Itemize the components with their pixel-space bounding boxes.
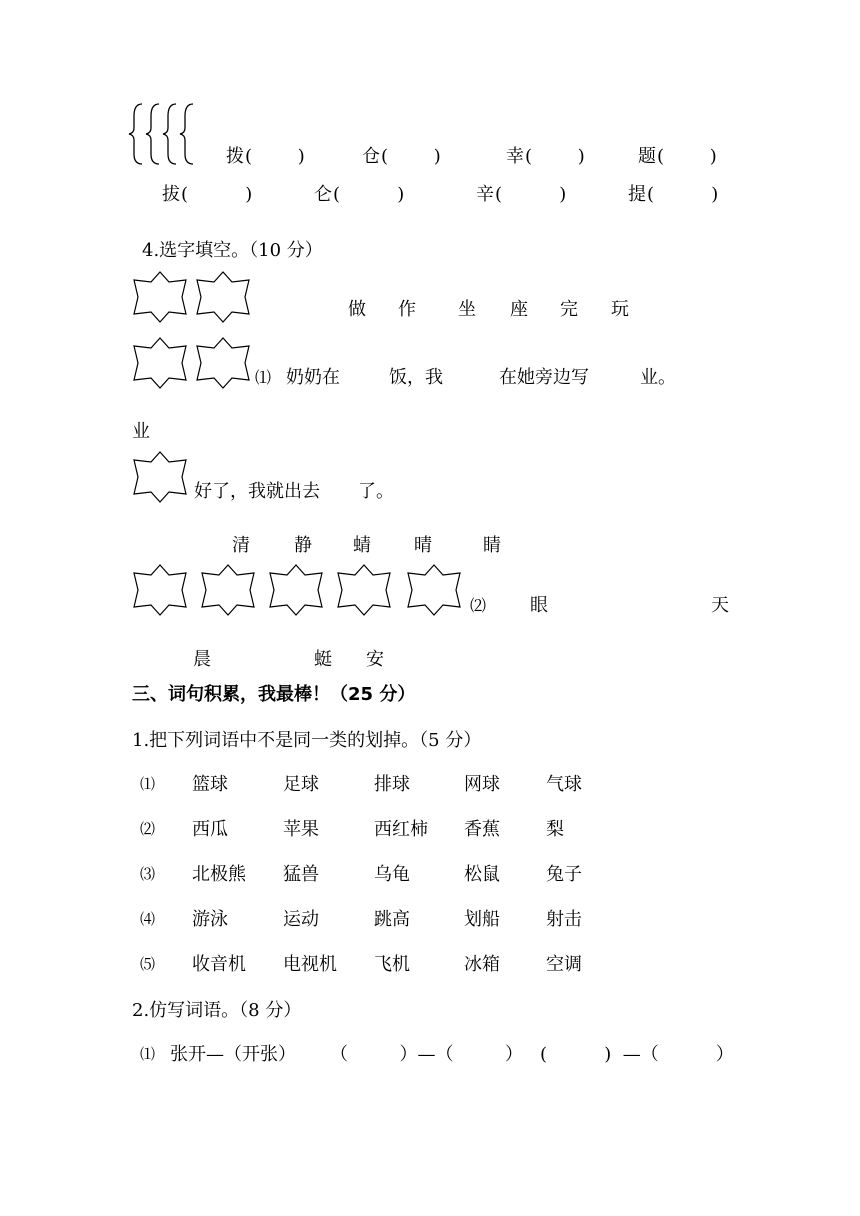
example-text: 张开—（开张） bbox=[170, 1044, 296, 1065]
sentence-text: 好了，我就出去 bbox=[194, 481, 320, 502]
option-char: 坐 bbox=[458, 299, 476, 320]
answer-box-star[interactable] bbox=[193, 338, 253, 388]
row-number: ⑴ bbox=[140, 1045, 156, 1063]
word[interactable]: 松鼠 bbox=[464, 864, 500, 885]
pair-blank[interactable]: ( ) bbox=[525, 146, 585, 167]
pair-blank[interactable]: ( ) bbox=[495, 184, 567, 205]
question-title: 1.把下列词语中不是同一类的划掉。（5 分） bbox=[132, 730, 482, 751]
sentence-text: 天 bbox=[711, 595, 729, 616]
pair-char: 题 bbox=[638, 146, 656, 167]
pair-blank[interactable]: ( ) bbox=[381, 146, 441, 167]
word[interactable]: 游泳 bbox=[192, 909, 228, 930]
word[interactable]: 北极熊 bbox=[192, 864, 246, 885]
word[interactable]: 篮球 bbox=[192, 774, 228, 795]
word[interactable]: 香蕉 bbox=[464, 819, 500, 840]
word[interactable]: 运动 bbox=[283, 909, 319, 930]
word[interactable]: 跳高 bbox=[374, 909, 410, 930]
pair-char: 提 bbox=[628, 184, 646, 205]
answer-blank[interactable]: （ ）—（ ） bbox=[330, 1044, 523, 1065]
sentence-text: 业 bbox=[132, 421, 150, 442]
answer-box-star[interactable] bbox=[266, 565, 326, 615]
pair-char: 拔 bbox=[162, 184, 180, 205]
answer-box-star[interactable] bbox=[404, 565, 464, 615]
word[interactable]: 乌龟 bbox=[374, 864, 410, 885]
sentence-text: 在她旁边写 bbox=[499, 367, 589, 388]
word[interactable]: 气球 bbox=[546, 774, 582, 795]
question-title: 4.选字填空。（10 分） bbox=[142, 240, 323, 261]
answer-box-star[interactable] bbox=[198, 565, 258, 615]
word[interactable]: 排球 bbox=[374, 774, 410, 795]
option-char: 静 bbox=[294, 535, 312, 556]
pair-blank[interactable]: ( ) bbox=[245, 146, 305, 167]
answer-box-star[interactable] bbox=[130, 452, 190, 502]
sentence-text: 眼 bbox=[530, 595, 548, 616]
row-number: ⑸ bbox=[140, 955, 156, 973]
row-number: ⑵ bbox=[140, 820, 156, 838]
option-char: 清 bbox=[232, 535, 250, 556]
sentence-text: 业。 bbox=[640, 367, 676, 388]
word[interactable]: 电视机 bbox=[283, 954, 337, 975]
word[interactable]: 足球 bbox=[283, 774, 319, 795]
sentence-number: ⑴ bbox=[255, 368, 272, 387]
word[interactable]: 梨 bbox=[546, 819, 564, 840]
pair-blank[interactable]: ( ) bbox=[181, 184, 253, 205]
word[interactable]: 苹果 bbox=[283, 819, 319, 840]
option-char: 做 bbox=[348, 299, 366, 320]
option-char: 睛 bbox=[483, 535, 501, 556]
word[interactable]: 猛兽 bbox=[283, 864, 319, 885]
word[interactable]: 飞机 bbox=[374, 954, 410, 975]
sentence-number: ⑵ bbox=[470, 596, 487, 615]
word[interactable]: 冰箱 bbox=[464, 954, 500, 975]
answer-box-star[interactable] bbox=[193, 272, 253, 322]
word[interactable]: 划船 bbox=[464, 909, 500, 930]
pair-blank[interactable]: ( ) bbox=[647, 184, 719, 205]
option-char: 玩 bbox=[611, 299, 629, 320]
option-char: 完 bbox=[560, 299, 578, 320]
pair-char: 仓 bbox=[362, 146, 380, 167]
pair-blank[interactable]: ( ) bbox=[657, 146, 717, 167]
pair-char: 辛 bbox=[476, 184, 494, 205]
row-number: ⑶ bbox=[140, 865, 156, 883]
question-title: 2.仿写词语。（8 分） bbox=[132, 1000, 302, 1021]
sentence-text: 晨 bbox=[193, 649, 211, 670]
answer-box-star[interactable] bbox=[334, 565, 394, 615]
pair-char: 幸 bbox=[506, 146, 524, 167]
sentence-text: 蜓 bbox=[314, 649, 332, 670]
pair-blank[interactable]: ( ) bbox=[333, 184, 405, 205]
answer-blank[interactable]: ( ) —（ ） bbox=[540, 1044, 734, 1065]
sentence-text: 饭，我 bbox=[389, 367, 443, 388]
word[interactable]: 西瓜 bbox=[192, 819, 228, 840]
option-char: 晴 bbox=[414, 535, 432, 556]
answer-box-star[interactable] bbox=[130, 338, 190, 388]
word[interactable]: 空调 bbox=[546, 954, 582, 975]
brace-group bbox=[128, 100, 208, 170]
word[interactable]: 射击 bbox=[546, 909, 582, 930]
answer-box-star[interactable] bbox=[130, 565, 190, 615]
option-char: 蜻 bbox=[353, 535, 371, 556]
option-char: 作 bbox=[398, 299, 416, 320]
sentence-text: 了。 bbox=[358, 481, 394, 502]
sentence-text: 奶奶在 bbox=[286, 367, 340, 388]
row-number: ⑴ bbox=[140, 775, 156, 793]
pair-char: 仑 bbox=[314, 184, 332, 205]
sentence-text: 安 bbox=[366, 649, 384, 670]
word[interactable]: 收音机 bbox=[192, 954, 246, 975]
word[interactable]: 兔子 bbox=[546, 864, 582, 885]
answer-box-star[interactable] bbox=[130, 272, 190, 322]
word[interactable]: 西红柿 bbox=[374, 819, 428, 840]
section-heading: 三、词句积累，我最棒！（25 分） bbox=[132, 684, 416, 705]
word[interactable]: 网球 bbox=[464, 774, 500, 795]
option-char: 座 bbox=[510, 299, 528, 320]
pair-char: 拨 bbox=[226, 146, 244, 167]
row-number: ⑷ bbox=[140, 910, 156, 928]
